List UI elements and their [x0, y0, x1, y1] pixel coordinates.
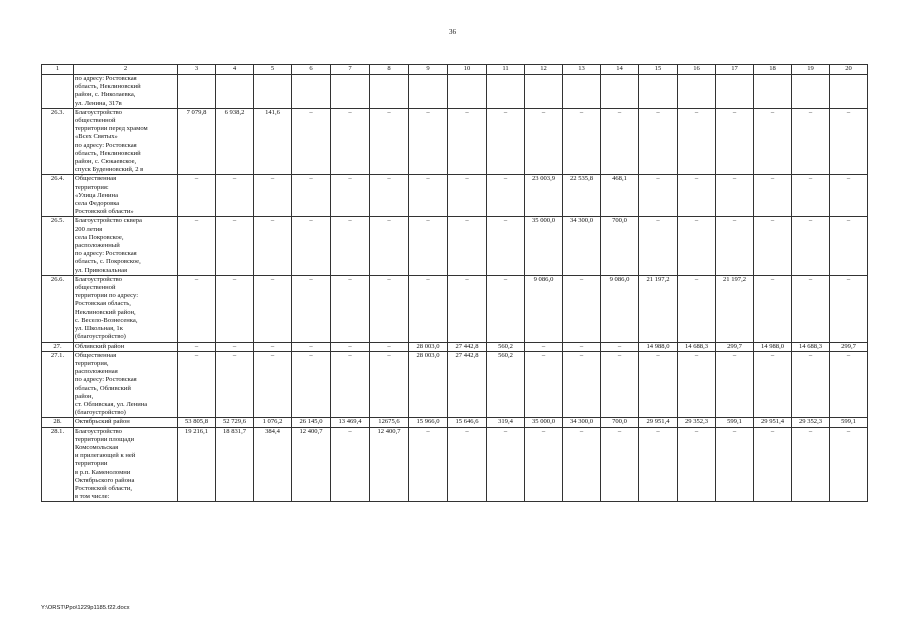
value-cell: 560,2 [487, 351, 525, 418]
value-cell: 6 938,2 [216, 108, 254, 175]
value-cell: 23 003,9 [525, 175, 563, 217]
value-cell: – [331, 275, 370, 342]
column-number-cell: 3 [178, 65, 216, 75]
value-cell [639, 75, 678, 109]
value-cell: 700,0 [601, 418, 639, 427]
value-cell: – [639, 351, 678, 418]
value-cell: – [754, 427, 792, 502]
column-number-cell: 11 [487, 65, 525, 75]
value-cell: – [448, 108, 487, 175]
column-number-cell: 19 [792, 65, 830, 75]
value-cell: – [409, 427, 448, 502]
page-number: 36 [449, 28, 456, 36]
value-cell: – [178, 351, 216, 418]
value-cell [216, 75, 254, 109]
value-cell: – [409, 217, 448, 275]
value-cell: 299,7 [830, 342, 868, 351]
value-cell: – [639, 108, 678, 175]
value-cell [525, 75, 563, 109]
value-cell: – [639, 175, 678, 217]
value-cell: – [448, 175, 487, 217]
table-row [42, 275, 868, 342]
value-cell [409, 75, 448, 109]
value-cell: – [216, 342, 254, 351]
row-description: Благоустройство сквера 200 летия села Покровское, расположенный по адресу: Ростовская область, с. Покровское, ул. Привокзальная [74, 217, 178, 275]
row-number: 28.1. [42, 427, 74, 502]
table-row [42, 351, 868, 418]
column-number-cell: 12 [525, 65, 563, 75]
value-cell [448, 75, 487, 109]
value-cell: 28 003,0 [409, 351, 448, 418]
value-cell: – [716, 108, 754, 175]
value-cell: 52 729,6 [216, 418, 254, 427]
value-cell: – [254, 175, 292, 217]
value-cell: – [487, 217, 525, 275]
value-cell: – [487, 108, 525, 175]
value-cell: 35 000,0 [525, 418, 563, 427]
value-cell: 14 988,0 [754, 342, 792, 351]
value-cell [601, 75, 639, 109]
value-cell: – [254, 342, 292, 351]
value-cell: – [525, 342, 563, 351]
value-cell: – [292, 217, 331, 275]
value-cell: – [792, 351, 830, 418]
row-description: Общественная территория, расположенная по адресу: Ростовская область, Обливский район, ст. Обливская, ул. Ленина (благоустройство) [74, 351, 178, 418]
value-cell: – [216, 175, 254, 217]
value-cell: – [331, 175, 370, 217]
value-cell: 599,1 [716, 418, 754, 427]
value-cell: – [370, 217, 409, 275]
column-number-cell: 13 [563, 65, 601, 75]
value-cell: – [254, 351, 292, 418]
district-total-row [42, 418, 868, 427]
value-cell: 14 988,0 [639, 342, 678, 351]
value-cell: 14 688,3 [678, 342, 716, 351]
value-cell: 14 688,3 [792, 342, 830, 351]
column-number-row [42, 65, 868, 75]
file-path-footer: Y:\ORST\Ppo\1229p1185.f22.docx [41, 605, 130, 611]
value-cell: – [678, 275, 716, 342]
value-cell: – [601, 427, 639, 502]
value-cell [331, 75, 370, 109]
value-cell: – [331, 108, 370, 175]
value-cell: – [754, 217, 792, 275]
value-cell: 12 400,7 [370, 427, 409, 502]
value-cell: 299,7 [716, 342, 754, 351]
value-cell: – [178, 342, 216, 351]
value-cell: – [409, 108, 448, 175]
value-cell [792, 75, 830, 109]
value-cell: 384,4 [254, 427, 292, 502]
column-number-cell: 15 [639, 65, 678, 75]
value-cell: 319,4 [487, 418, 525, 427]
value-cell: – [370, 351, 409, 418]
value-cell: – [525, 351, 563, 418]
value-cell: – [678, 175, 716, 217]
value-cell: – [448, 427, 487, 502]
value-cell: – [409, 275, 448, 342]
district-total-row [42, 342, 868, 351]
value-cell: – [254, 275, 292, 342]
row-description: по адресу: Ростовская область, Неклиновский район, с. Николаевка, ул. Ленина, 317в [74, 75, 178, 109]
value-cell: – [178, 175, 216, 217]
value-cell: – [830, 427, 868, 502]
value-cell: – [716, 351, 754, 418]
value-cell: 468,1 [601, 175, 639, 217]
value-cell: – [370, 275, 409, 342]
value-cell: – [563, 351, 601, 418]
value-cell: – [216, 351, 254, 418]
value-cell: – [331, 342, 370, 351]
value-cell: 29 352,3 [792, 418, 830, 427]
row-number: 26.5. [42, 217, 74, 275]
column-number-cell: 5 [254, 65, 292, 75]
value-cell: – [370, 175, 409, 217]
value-cell: – [754, 108, 792, 175]
column-number-cell: 8 [370, 65, 409, 75]
column-number-cell: 1 [42, 65, 74, 75]
value-cell: – [525, 427, 563, 502]
column-number-cell: 2 [74, 65, 178, 75]
value-cell: – [792, 175, 830, 217]
column-number-cell: 17 [716, 65, 754, 75]
value-cell [292, 75, 331, 109]
row-number: 27.1. [42, 351, 74, 418]
value-cell: 21 197,2 [716, 275, 754, 342]
value-cell: 560,2 [487, 342, 525, 351]
table-row [42, 75, 868, 109]
value-cell: – [678, 217, 716, 275]
value-cell: 27 442,8 [448, 351, 487, 418]
value-cell: – [331, 427, 370, 502]
column-number-cell: 20 [830, 65, 868, 75]
value-cell: – [448, 275, 487, 342]
row-number: 28. [42, 418, 74, 427]
value-cell: – [292, 351, 331, 418]
value-cell: 15 646,6 [448, 418, 487, 427]
row-number [42, 75, 74, 109]
column-number-cell: 4 [216, 65, 254, 75]
value-cell: – [678, 351, 716, 418]
value-cell: – [830, 275, 868, 342]
column-number-cell: 10 [448, 65, 487, 75]
value-cell: – [792, 217, 830, 275]
value-cell: – [563, 108, 601, 175]
value-cell: – [563, 342, 601, 351]
value-cell [678, 75, 716, 109]
value-cell: – [792, 108, 830, 175]
column-number-cell: 9 [409, 65, 448, 75]
value-cell: – [331, 351, 370, 418]
value-cell: – [525, 108, 563, 175]
value-cell: 700,0 [601, 217, 639, 275]
value-cell: 13 469,4 [331, 418, 370, 427]
value-cell [754, 75, 792, 109]
value-cell: – [639, 217, 678, 275]
value-cell: 27 442,8 [448, 342, 487, 351]
value-cell: 22 535,8 [563, 175, 601, 217]
value-cell: – [678, 108, 716, 175]
row-number: 27. [42, 342, 74, 351]
value-cell: – [487, 175, 525, 217]
column-number-cell: 7 [331, 65, 370, 75]
value-cell: – [716, 217, 754, 275]
value-cell: 28 003,0 [409, 342, 448, 351]
value-cell: 34 300,0 [563, 418, 601, 427]
value-cell: – [716, 427, 754, 502]
value-cell: – [487, 275, 525, 342]
value-cell: 141,6 [254, 108, 292, 175]
value-cell: – [292, 342, 331, 351]
value-cell: – [601, 351, 639, 418]
value-cell: – [830, 217, 868, 275]
value-cell [178, 75, 216, 109]
table-row [42, 217, 868, 275]
value-cell [563, 75, 601, 109]
value-cell [370, 75, 409, 109]
value-cell: – [792, 427, 830, 502]
value-cell: – [563, 275, 601, 342]
column-number-cell: 6 [292, 65, 331, 75]
value-cell: – [216, 217, 254, 275]
value-cell [487, 75, 525, 109]
value-cell: – [792, 275, 830, 342]
value-cell: 15 966,0 [409, 418, 448, 427]
value-cell: – [448, 217, 487, 275]
value-cell: 18 831,7 [216, 427, 254, 502]
value-cell [716, 75, 754, 109]
row-description: Обливский район [74, 342, 178, 351]
value-cell: – [830, 108, 868, 175]
value-cell: – [601, 342, 639, 351]
value-cell: – [292, 275, 331, 342]
value-cell: 35 000,0 [525, 217, 563, 275]
value-cell: – [487, 427, 525, 502]
value-cell [830, 75, 868, 109]
value-cell: – [601, 108, 639, 175]
value-cell: – [754, 351, 792, 418]
value-cell: 26 145,0 [292, 418, 331, 427]
table-row [42, 108, 868, 175]
value-cell: – [563, 427, 601, 502]
value-cell: – [754, 275, 792, 342]
value-cell: – [678, 427, 716, 502]
column-number-cell: 18 [754, 65, 792, 75]
value-cell: 12 400,7 [292, 427, 331, 502]
row-number: 26.4. [42, 175, 74, 217]
row-description: Благоустройство территории площади Комсомольская и прилегающей к ней территории в р.п. Каменоломни Октябрьского района Ростовской области, в том числе: [74, 427, 178, 502]
column-number-cell: 16 [678, 65, 716, 75]
value-cell: – [331, 217, 370, 275]
value-cell: – [370, 342, 409, 351]
row-description: Благоустройство общественной территории по адресу: Ростовская область, Неклиновский район, с. Весело-Вознесенка, ул. Школьная, 1к (благоустройство) [74, 275, 178, 342]
value-cell: – [254, 217, 292, 275]
value-cell: 7 079,8 [178, 108, 216, 175]
value-cell: 12675,6 [370, 418, 409, 427]
value-cell: – [830, 351, 868, 418]
row-number: 26.3. [42, 108, 74, 175]
value-cell: 21 197,2 [639, 275, 678, 342]
row-description: Благоустройство общественной территории перед храмом «Всех Святых» по адресу: Ростовская область, Неклиновский район, с. Сюкаевское, спуск Буденновский, 2 в [74, 108, 178, 175]
value-cell: 9 086,0 [525, 275, 563, 342]
value-cell: – [178, 275, 216, 342]
table-row [42, 175, 868, 217]
value-cell: – [292, 175, 331, 217]
value-cell: – [409, 175, 448, 217]
value-cell: – [716, 175, 754, 217]
value-cell: 599,1 [830, 418, 868, 427]
value-cell: – [216, 275, 254, 342]
value-cell: 29 352,3 [678, 418, 716, 427]
value-cell: 19 216,1 [178, 427, 216, 502]
row-number: 26.6. [42, 275, 74, 342]
value-cell: – [830, 175, 868, 217]
row-description: Октябрьский район [74, 418, 178, 427]
column-number-cell: 14 [601, 65, 639, 75]
value-cell: 1 076,2 [254, 418, 292, 427]
budget-table [41, 64, 868, 502]
value-cell: – [178, 217, 216, 275]
value-cell: 53 805,8 [178, 418, 216, 427]
value-cell: – [370, 108, 409, 175]
value-cell: – [639, 427, 678, 502]
value-cell [254, 75, 292, 109]
value-cell: 34 300,0 [563, 217, 601, 275]
value-cell: – [754, 175, 792, 217]
value-cell: – [292, 108, 331, 175]
row-description: Общественная территория: «Улица Ленина села Федоровка Ростовской области» [74, 175, 178, 217]
value-cell: 29 951,4 [754, 418, 792, 427]
value-cell: 29 951,4 [639, 418, 678, 427]
value-cell: 9 086,0 [601, 275, 639, 342]
table-row [42, 427, 868, 502]
